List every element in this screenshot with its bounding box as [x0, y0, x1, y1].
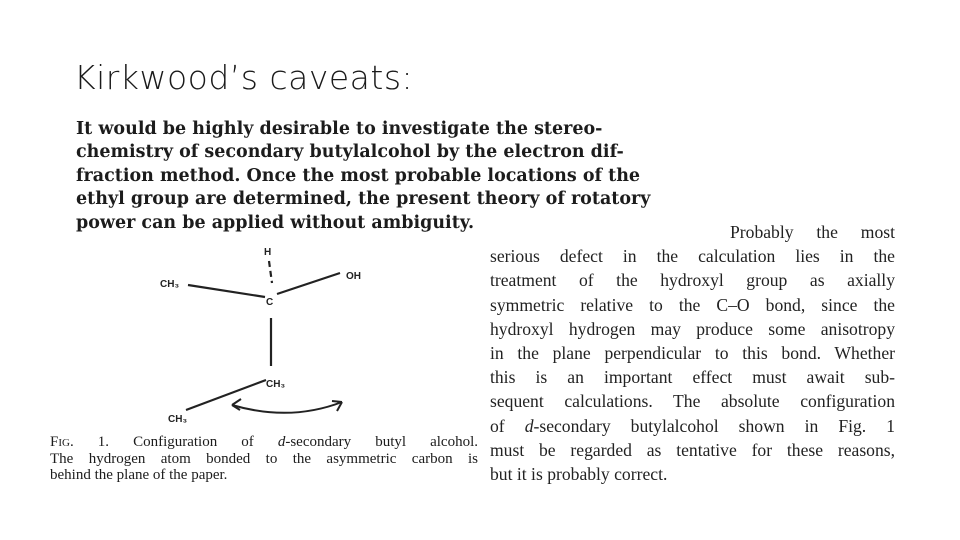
config-suffix: -secondary butylalcohol shown in Fig. 1	[533, 415, 895, 436]
excerpt-top-line: ethyl group are determined, the present theory of rotatory	[76, 189, 651, 210]
c-h-bond-dashed	[269, 261, 272, 283]
excerpt-right-line: treatment of the hydroxyl group as axially	[490, 270, 895, 291]
config-italic-d: d	[524, 415, 534, 436]
excerpt-top-line: It would be highly desirable to investigate the stereo-	[76, 119, 603, 139]
excerpt-top-line: fraction method. Once the most probable locations of the	[76, 165, 641, 186]
excerpt-top	[76, 118, 651, 235]
caption-italic-d: d	[277, 434, 286, 450]
atom-label-ch3-bottom: CH₃	[168, 414, 188, 425]
caption-fig-label: Fig.	[50, 434, 74, 450]
atom-label-oh: OH	[346, 271, 361, 282]
c-ch3-bottom-bond	[186, 380, 266, 410]
excerpt-right-line: Probably the most	[730, 222, 895, 242]
excerpt-right	[490, 220, 895, 486]
atom-label-ch3-left: CH₃	[160, 279, 180, 290]
slide-title: Kirkwood’s caveats:	[74, 58, 414, 97]
c-ch3-left-bond	[188, 285, 265, 297]
atom-label-h: H	[264, 247, 272, 258]
excerpt-right-line: serious defect in the calculation lies in the	[490, 246, 895, 267]
excerpt-top-line: chemistry of secondary butylalcohol by the electron dif-	[76, 142, 624, 163]
caption-line1-mid: 1. Configuration of	[73, 434, 278, 450]
excerpt-right-line: symmetric relative to the C–O bond, since the	[490, 294, 895, 315]
excerpt-right-line: hydroxyl hydrogen may produce some anisotropy	[490, 318, 895, 339]
c-oh-bond	[277, 273, 340, 294]
caption-line: behind the plane of the paper.	[50, 467, 228, 483]
caption-line1-end: -secondary butyl alcohol.	[285, 434, 478, 450]
atom-label-ch3-right: CH₃	[266, 379, 286, 390]
caption-line	[50, 434, 478, 451]
atom-label-c: C	[266, 297, 274, 308]
rotation-arrow	[232, 402, 342, 413]
config-prefix: of	[490, 415, 525, 436]
molecule-diagram	[140, 240, 380, 435]
excerpt-right-line: but it is probably correct.	[490, 464, 668, 485]
excerpt-top-line: power can be applied without ambiguity.	[76, 212, 475, 233]
excerpt-right-line: this is an important effect must await sub-	[490, 367, 895, 388]
excerpt-right-line: must be regarded as tentative for these reasons,	[490, 439, 895, 460]
figure-caption	[50, 434, 478, 484]
excerpt-right-config-line	[490, 414, 895, 438]
rotation-arrowhead-left	[232, 399, 241, 410]
excerpt-right-line: in the plane perpendicular to this bond. Whether	[490, 343, 895, 364]
caption-line: The hydrogen atom bonded to the asymmetric carbon is	[50, 450, 478, 467]
excerpt-right-line: sequent calculations. The absolute configuration	[490, 391, 895, 412]
